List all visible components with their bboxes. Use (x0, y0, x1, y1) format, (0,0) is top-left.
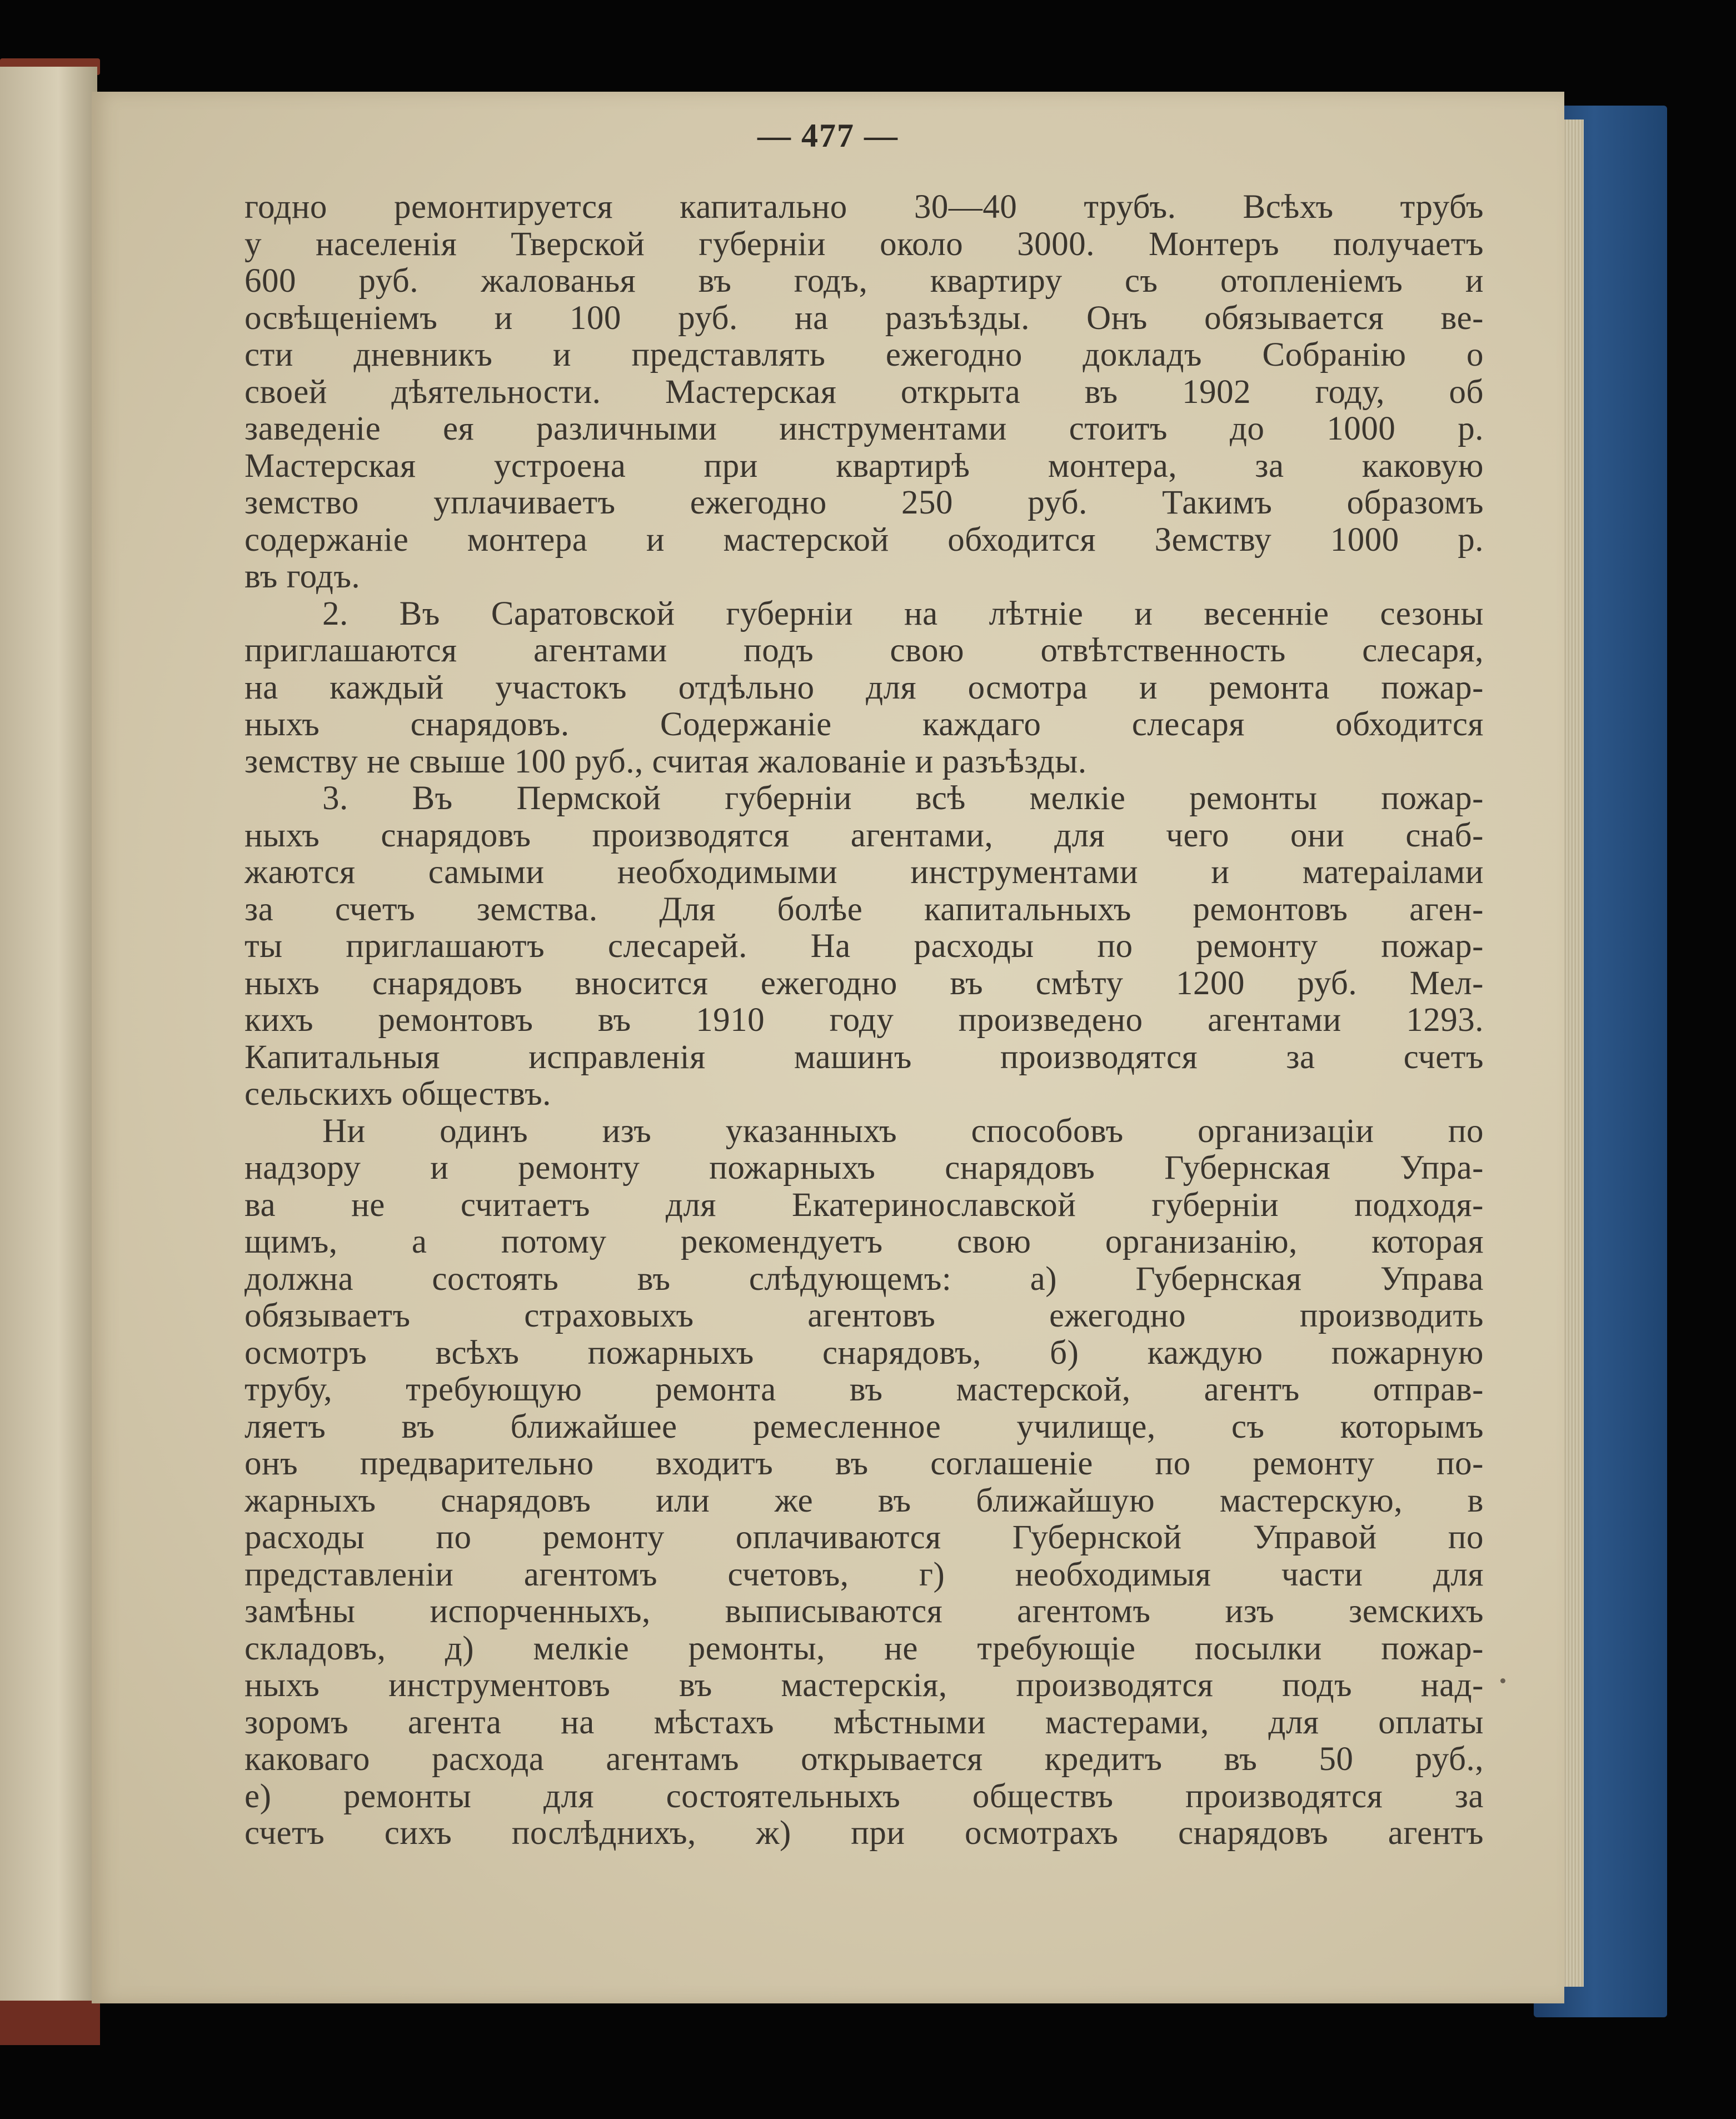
text-line: обязываетъ страховыхъ агентовъ ежегодно производить (245, 1297, 1484, 1334)
text-line: земство уплачиваетъ ежегодно 250 руб. Такимъ образомъ (245, 484, 1484, 521)
text-line: сельскихъ обществъ. (245, 1075, 551, 1113)
text-line: ныхъ снарядовъ. Содержаніе каждаго слесаря обходится (245, 706, 1484, 743)
text-line: е) ремонты для состоятельныхъ обществъ производятся за (245, 1777, 1484, 1815)
text-line: осмотръ всѣхъ пожарныхъ снарядовъ, б) каждую пожарную (245, 1334, 1484, 1372)
text-line: надзору и ремонту пожарныхъ снарядовъ Губернская Упра- (245, 1149, 1484, 1186)
body-text (245, 189, 1484, 1852)
text-line: Ни одинъ изъ указанныхъ способовъ организаціи по (322, 1112, 1484, 1150)
text-line: онъ предварительно входитъ въ соглашеніе по ремонту по- (245, 1445, 1484, 1482)
book-page (92, 92, 1564, 2003)
text-line: складовъ, д) мелкіе ремонты, не требующіе посылки пожар- (245, 1629, 1484, 1667)
text-line: счетъ сихъ послѣднихъ, ж) при осмотрахъ снарядовъ агентъ (245, 1814, 1484, 1852)
text-line: жаются самыми необходимыми инструментами и матераілами (245, 854, 1484, 891)
text-line: замѣны испорченныхъ, выписываются агентомъ изъ земскихъ (245, 1593, 1484, 1630)
text-line: ляетъ въ ближайшее ремесленное училище, съ которымъ (245, 1408, 1484, 1445)
text-line: каковаго расхода агентамъ открывается кредитъ въ 50 руб., (245, 1741, 1484, 1778)
left-page-edge (0, 67, 97, 2045)
text-line: должна состоять въ слѣдующемъ: а) Губернская Управа (245, 1260, 1484, 1298)
text-line: щимъ, а потому рекомендуетъ свою организанію, которая (245, 1223, 1484, 1260)
text-line: ты приглашаютъ слесарей. На расходы по ремонту пожар- (245, 928, 1484, 965)
text-line: въ годъ. (245, 558, 361, 595)
text-line: за счетъ земства. Для болѣе капитальныхъ ремонтовъ аген- (245, 890, 1484, 928)
text-line: зоромъ агента на мѣстахъ мѣстными мастерами, для оплаты (245, 1703, 1484, 1741)
text-line: сти дневникъ и представлять ежегодно докладъ Собранію о (245, 336, 1484, 373)
text-line: ныхъ инструментовъ въ мастерскія, производятся подъ над- (245, 1667, 1484, 1704)
text-line: ва не считаетъ для Екатеринославской губерніи подходя- (245, 1186, 1484, 1224)
text-line: ныхъ снарядовъ вносится ежегодно въ смѣту 1200 руб. Мел- (245, 964, 1484, 1002)
text-line: содержаніе монтера и мастерской обходится Земству 1000 р. (245, 521, 1484, 559)
text-line: Капитальныя исправленія машинъ производятся за счетъ (245, 1038, 1484, 1076)
text-line: годно ремонтируется капитально 30—40 трубъ. Всѣхъ трубъ (245, 188, 1484, 226)
text-line: у населенія Тверской губерніи около 3000. Монтеръ получаетъ (245, 225, 1484, 263)
left-binding-bottom (0, 2001, 100, 2045)
text-line: 3. Въ Пермской губерніи всѣ мелкіе ремонты пожар- (322, 780, 1484, 817)
text-line: представленіи агентомъ счетовъ, г) необходимыя части для (245, 1555, 1484, 1593)
text-line: расходы по ремонту оплачиваются Губернской Управой по (245, 1519, 1484, 1556)
text-line: трубу, требующую ремонта въ мастерской, агентъ отправ- (245, 1371, 1484, 1408)
text-line: заведеніе ея различными инструментами стоитъ до 1000 р. (245, 410, 1484, 447)
text-line: на каждый участокъ отдѣльно для осмотра и ремонта пожар- (245, 669, 1484, 706)
text-line: приглашаются агентами подъ свою отвѣтственность слесаря, (245, 632, 1484, 669)
text-line: жарныхъ снарядовъ или же въ ближайшую мастерскую, в (245, 1482, 1484, 1519)
text-line: земству не свыше 100 руб., считая жалованіе и разъѣзды. (245, 742, 1087, 780)
page-number: — 477 — (757, 117, 899, 154)
text-line: 2. Въ Саратовской губерніи на лѣтніе и весенніе сезоны (322, 595, 1484, 632)
text-line: кихъ ремонтовъ въ 1910 году произведено агентами 1293. (245, 1001, 1484, 1039)
text-line: 600 руб. жалованья въ годъ, квартиру съ отопленіемъ и (245, 262, 1484, 300)
text-line: освѣщеніемъ и 100 руб. на разъѣзды. Онъ обязывается ве- (245, 299, 1484, 337)
page-speck (1500, 1678, 1505, 1683)
text-line: своей дѣятельности. Мастерская открыта въ 1902 году, об (245, 373, 1484, 411)
text-line: ныхъ снарядовъ производятся агентами, для чего они снаб- (245, 816, 1484, 854)
text-line: Мастерская устроена при квартирѣ монтера, за каковую (245, 447, 1484, 485)
